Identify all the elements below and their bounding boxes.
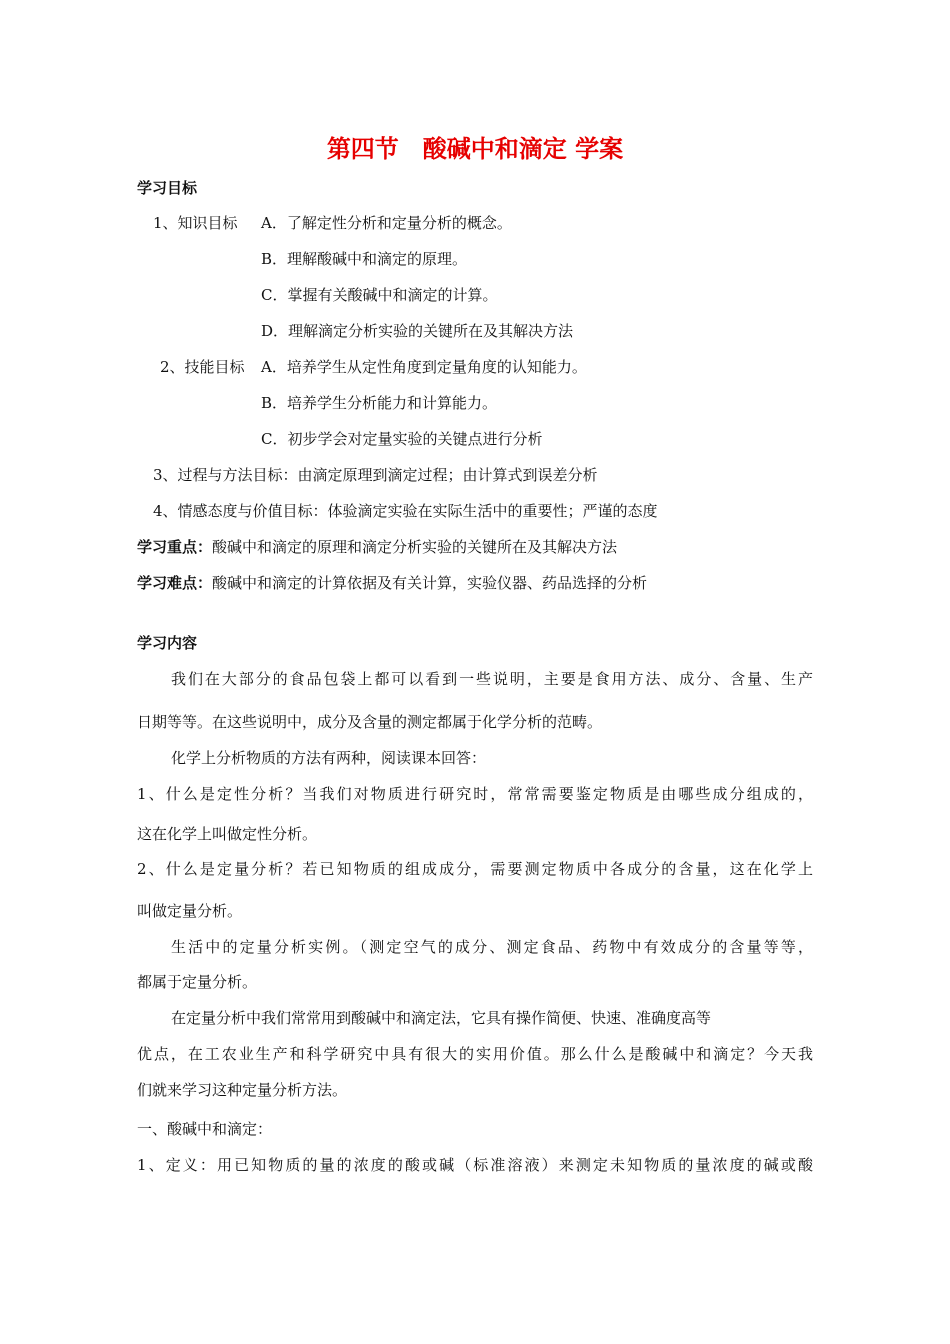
key-points-text: 酸碱中和滴定的原理和滴定分析实验的关键所在及其解决方法 [212,538,618,556]
paragraph-4-line-2: 优点，在工农业生产和科学研究中具有很大的实用价值。那么什么是酸碱中和滴定？今天我 [137,1045,813,1063]
difficult-points-label: 学习难点： [137,574,213,592]
content-heading: 学习内容 [137,634,198,652]
emotion-objective: 4、情感态度与价值目标：体验滴定实验在实际生活中的重要性；严谨的态度 [153,502,658,520]
objectives-heading: 学习目标 [137,179,198,197]
knowledge-objective-c: C．掌握有关酸碱中和滴定的计算。 [261,286,498,304]
process-objective: 3、过程与方法目标：由滴定原理到滴定过程；由计算式到误差分析 [153,466,598,484]
knowledge-objective-b: B．理解酸碱中和滴定的原理。 [261,250,468,268]
paragraph-4-line-1: 在定量分析中我们常常用到酸碱中和滴定法，它具有操作简便、快速、准确度高等 [171,1009,712,1027]
difficult-points [137,573,647,593]
paragraph-3-line-1: 生活中的定量分析实例。（测定空气的成分、测定食品、药物中有效成分的含量等等， [171,938,813,956]
knowledge-objective-prefix: 1、知识目标 [153,214,238,232]
paragraph-2: 化学上分析物质的方法有两种，阅读课本回答： [171,749,487,767]
page-title: 第四节 酸碱中和滴定 学案 [326,135,624,163]
section-1-heading: 一、酸碱中和滴定： [137,1120,273,1138]
key-points-label: 学习重点： [137,538,213,556]
definition-line-1: 1、定义：用已知物质的量的浓度的酸或碱（标准溶液）来测定未知物质的量浓度的碱或酸 [137,1156,813,1174]
question-1-line-2: 这在化学上叫做定性分析。 [137,825,318,843]
key-points [137,537,617,557]
skill-objective-a: A．培养学生从定性角度到定量角度的认知能力。 [261,358,587,376]
paragraph-1-line-2: 日期等等。在这些说明中，成分及含量的测定都属于化学分析的范畴。 [137,713,603,731]
paragraph-4-line-3: 们就来学习这种定量分析方法。 [137,1081,348,1099]
skill-objective-b: B．培养学生分析能力和计算能力。 [261,394,498,412]
question-2-line-1: 2、什么是定量分析？若已知物质的组成成分，需要测定物质中各成分的含量，这在化学上 [137,860,813,878]
question-1-line-1: 1、什么是定性分析？当我们对物质进行研究时，常常需要鉴定物质是由哪些成分组成的， [137,785,813,803]
skill-objective-c: C．初步学会对定量实验的关键点进行分析 [261,430,543,448]
skill-objective-prefix: 2、技能目标 [160,358,245,376]
paragraph-1-line-1: 我们在大部分的食品包袋上都可以看到一些说明，主要是食用方法、成分、含量、生产 [171,670,813,688]
knowledge-objective-a: A．了解定性分析和定量分析的概念。 [261,214,512,232]
difficult-points-text: 酸碱中和滴定的计算依据及有关计算，实验仪器、药品选择的分析 [212,574,648,592]
paragraph-3-line-2: 都属于定量分析。 [137,973,258,991]
question-2-line-2: 叫做定量分析。 [137,902,243,920]
knowledge-objective-d: D．理解滴定分析实验的关键所在及其解决方法 [261,322,574,340]
